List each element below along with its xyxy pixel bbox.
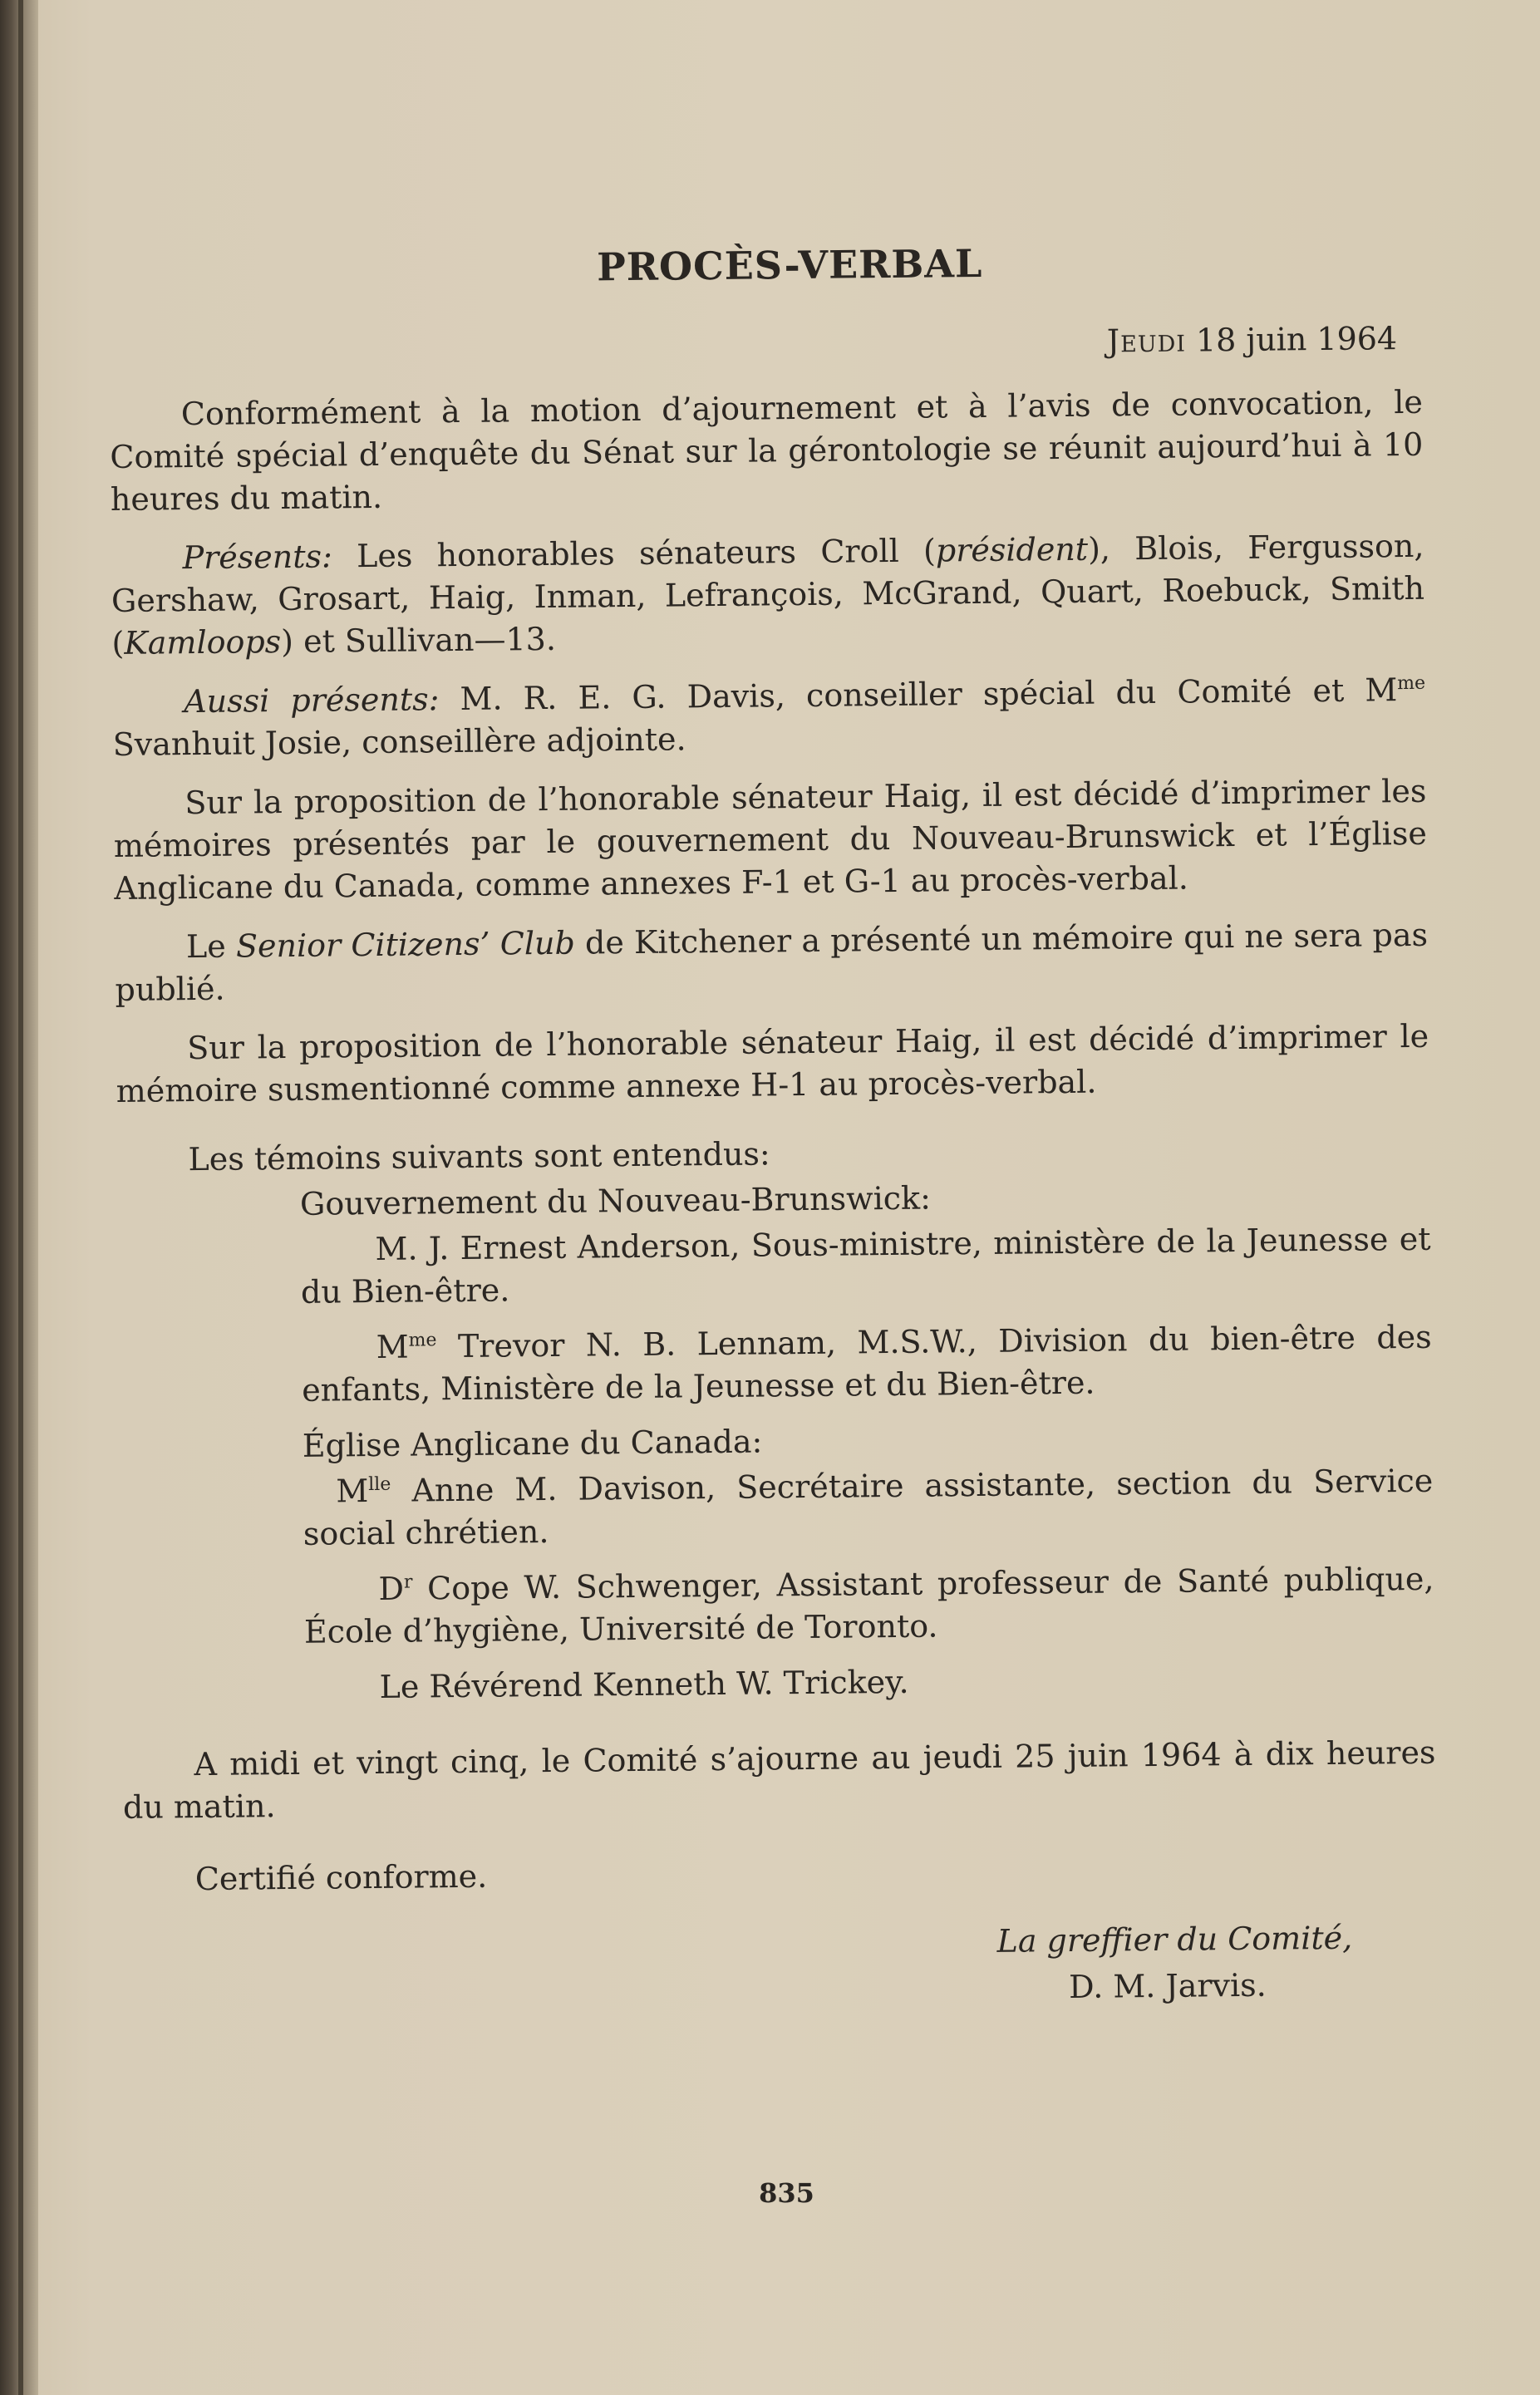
page-number: 835	[759, 2177, 814, 2209]
presents-text-c: ) et Sullivan—13.	[280, 620, 557, 661]
witness-davison-text: Anne M. Davison, Secrétaire assistante, section du Service social chrétien.	[303, 1462, 1434, 1552]
witness-davison-prefix: M	[336, 1473, 369, 1510]
witness-group-eglise-anglicane: Église Anglicane du Canada:	[302, 1423, 763, 1464]
witness-group-nouveau-brunswick: Gouvernement du Nouveau-Brunswick:	[299, 1179, 932, 1222]
witness-lennam-sup: me	[408, 1330, 437, 1351]
paragraph-aussi-presents	[112, 669, 1426, 766]
witness-schwenger-text: Cope W. Schwenger, Assistant professeur de Santé publique, École d’hygiène, Université de Toronto.	[303, 1560, 1434, 1650]
witness-davison	[303, 1460, 1434, 1556]
presents-text-a: Les honorables sénateurs Croll (	[332, 532, 937, 575]
witnesses-intro: Les témoins suivants sont entendus:	[188, 1135, 770, 1178]
witness-davison-sup: lle	[368, 1473, 391, 1496]
president-label: président	[935, 530, 1089, 569]
witnesses-section	[116, 1127, 1435, 1711]
club-name: Senior Citizens’ Club	[235, 924, 576, 965]
certified-line: Certifié conforme.	[194, 1857, 488, 1898]
club-text-b: de Kitchener a présenté un mémoire qui ne sera pas publié.	[115, 916, 1429, 1008]
witness-schwenger-sup: r	[403, 1571, 413, 1593]
meeting-date	[109, 320, 1422, 369]
club-text-a: Le	[185, 927, 237, 966]
paragraph-presents	[111, 525, 1424, 665]
witness-lennam-text: Trevor N. B. Lennam, M.S.W., Division du bien-être des enfants, Ministère de la Jeunesse et du Bien-être.	[301, 1318, 1432, 1409]
signature-name: D. M. Jarvis.	[1068, 1966, 1267, 2005]
witness-trickey: Le Révérend Kenneth W. Trickey.	[379, 1663, 909, 1705]
date-value: 18 juin 1964	[1195, 320, 1398, 359]
page-title: PROCÈS-VERBAL	[596, 240, 983, 290]
paragraph-proposition-1: Sur la proposition de l’honorable sénateur Haig, il est décidé d’imprimer les mémoires présentés par le gouvernement du Nouveau-Brunswick et l’Église Anglicane du Canada, comme annexes F-1 et G-1 au procès-verbal.	[113, 772, 1428, 907]
presents-label: Présents:	[182, 538, 333, 577]
closing-section	[122, 1732, 1438, 2019]
paragraph-senior-club	[115, 914, 1429, 1011]
binding-shadow	[18, 0, 23, 2395]
witness-schwenger-prefix: D	[378, 1570, 405, 1607]
paragraph-proposition-2: Sur la proposition de l’honorable sénateur Haig, il est décidé d’imprimer le mémoire susmentionné comme annexe H-1 au procès-verbal.	[116, 1017, 1429, 1109]
aussi-text-a: M. R. E. G. Davis, conseiller spécial du Comité et M	[439, 671, 1398, 718]
witness-schwenger	[303, 1558, 1434, 1654]
aussi-sup: me	[1397, 672, 1426, 695]
aussi-text-b: Svanhuit Josie, conseillère adjointe.	[112, 720, 686, 763]
signature-block	[996, 1914, 1438, 2011]
paragraph-adjournment: A midi et vingt cinq, le Comité s’ajourne au jeudi 25 juin 1964 à dix heures du matin.	[122, 1734, 1436, 1826]
kamloops-label: Kamloops	[124, 623, 282, 661]
paragraph-convocation: Conformément à la motion d’ajournement et à l’avis de convocation, le Comité spécial d’enquête du Sénat sur la gérontologie se réunit aujourd’hui à 10 heures du matin.	[110, 383, 1424, 518]
aussi-presents-label: Aussi présents:	[184, 681, 440, 720]
document-body	[108, 237, 1438, 2019]
date-weekday: Jeudi	[1106, 322, 1187, 360]
witness-anderson: M. J. Ernest Anderson, Sous-ministre, ministère de la Jeunesse et du Bien-être.	[300, 1220, 1431, 1311]
witness-lennam	[301, 1316, 1432, 1412]
witness-lennam-prefix: M	[376, 1328, 409, 1365]
signature-role: La greffier du Comité,	[996, 1919, 1353, 1960]
presents-text-b: ), Blois, Fergusson, Gershaw, Grosart, Haig, Inman, Lefrançois, McGrand, Quart, Roebuck, Smith (	[111, 527, 1425, 661]
